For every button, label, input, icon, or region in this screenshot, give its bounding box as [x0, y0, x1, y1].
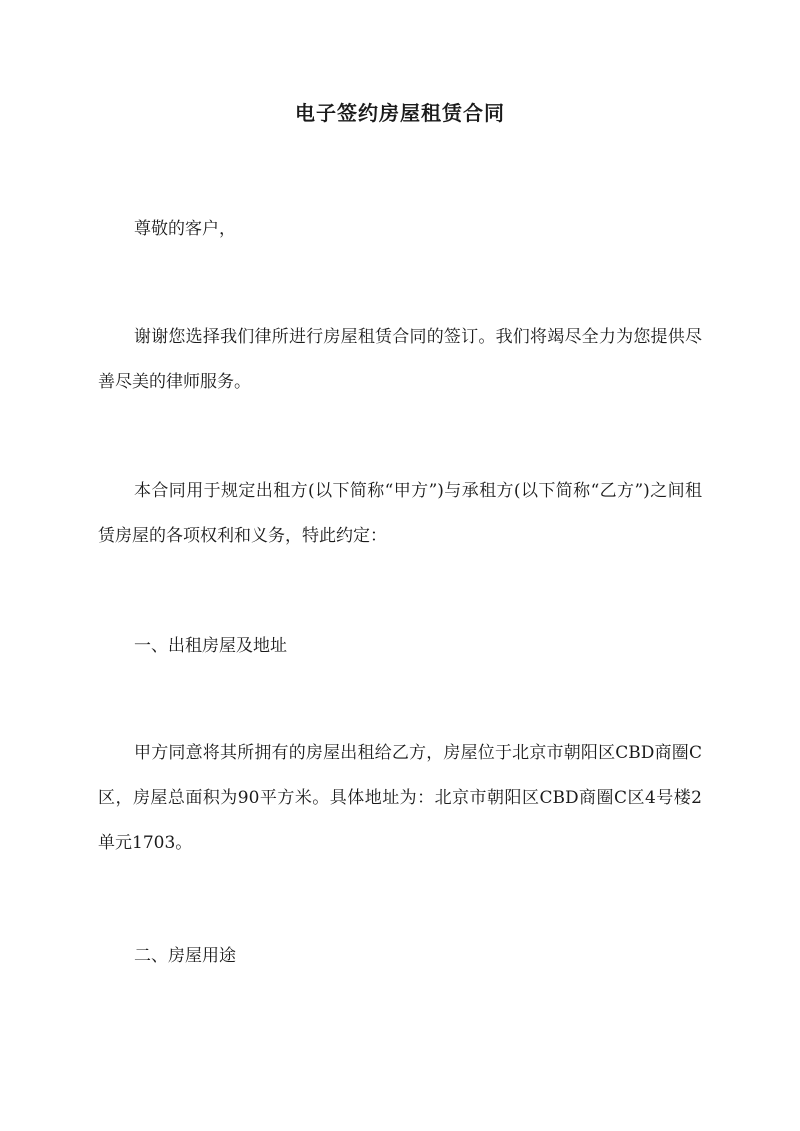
purpose-paragraph: 本合同用于规定出租方(以下简称“甲方”)与承租方(以下简称“乙方”)之间租赁房屋的各项权利和义务，特此约定：	[98, 481, 702, 546]
document-title: 电子签约房屋租赁合同	[295, 101, 505, 125]
section-heading-2: 二、房屋用途	[134, 946, 236, 966]
salutation: 尊敬的客户，	[134, 219, 236, 239]
section-body-1: 甲方同意将其所拥有的房屋出租给乙方，房屋位于北京市朝阳区CBD商圈C区，房屋总面积为90平方米。具体地址为：北京市朝阳区CBD商圈C区4号楼2单元1703。	[98, 743, 702, 853]
intro-paragraph: 谢谢您选择我们律所进行房屋租赁合同的签订。我们将竭尽全力为您提供尽善尽美的律师服务。	[98, 327, 702, 392]
section-heading-1: 一、出租房屋及地址	[134, 636, 287, 656]
